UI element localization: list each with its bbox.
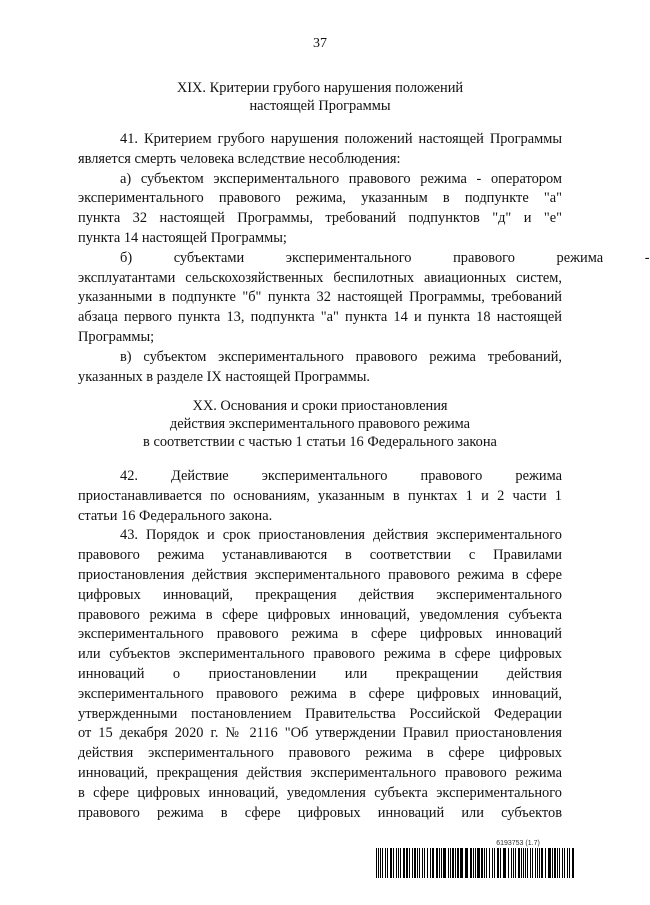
text-line: пункта 14 настоящей Программы;	[78, 229, 287, 246]
barcode-bar	[503, 848, 506, 878]
barcode-bar	[477, 848, 480, 878]
heading-line: XX. Основания и сроки приостановления	[192, 398, 448, 414]
barcode-bar	[494, 848, 495, 878]
heading-line: действия экспериментального правового режима	[169, 416, 471, 432]
barcode-bar	[567, 848, 568, 878]
text-line: инноваций о приостановлении или прекращении действия	[78, 665, 562, 682]
text-line: цифровых инноваций, прекращения действия экспериментального	[78, 586, 562, 603]
barcode-bar	[541, 848, 543, 878]
text-line: в) субъектом экспериментального правового режима требований,	[120, 348, 562, 365]
barcode-bar	[535, 848, 536, 878]
barcode-bar	[441, 848, 442, 878]
barcode-bar	[492, 848, 493, 878]
barcode-bar	[424, 848, 425, 878]
barcode-bar	[385, 848, 386, 878]
barcode-bar	[557, 848, 558, 878]
barcode-bar	[465, 848, 468, 878]
text-line: абзаца первого пункта 13, подпункта "а" пункта 14 и пункта 18 настоящей	[78, 309, 562, 326]
text-line: является смерть человека вследствие несоблюдения:	[78, 150, 401, 167]
barcode-bar	[548, 848, 551, 878]
text-line: а) субъектом экспериментального правового режима - оператором	[120, 170, 562, 187]
barcode-bar	[432, 848, 434, 878]
barcode-bar	[497, 848, 499, 878]
text-line: экспериментального правового режима в сфере цифровых инноваций	[78, 626, 562, 643]
text-line: 43. Порядок и срок приостановления действия экспериментального	[120, 527, 562, 544]
paragraph-block-41	[78, 130, 650, 387]
barcode-bar	[443, 848, 446, 878]
barcode-bar	[532, 848, 533, 878]
barcode-bar	[527, 848, 528, 878]
text-line: действия экспериментального правового режима в сфере цифровых	[78, 745, 562, 762]
barcode-bar	[481, 848, 483, 878]
barcode-bar	[412, 848, 413, 878]
section-heading-19	[0, 79, 640, 115]
barcode-bar	[380, 848, 381, 878]
barcode-bar	[427, 848, 428, 878]
text-line: 42. Действие экспериментального правового режима	[120, 468, 562, 484]
barcode-bar	[539, 848, 540, 878]
barcode-bar	[419, 848, 420, 878]
text-line: от 15 декабря 2020 г. № 2116 "Об утверждении Правил приостановления	[78, 725, 562, 742]
barcode-bar	[436, 848, 438, 878]
barcode-bar	[390, 848, 392, 878]
barcode-bar	[511, 848, 512, 878]
barcode-bar	[378, 848, 379, 878]
barcode-bar	[387, 848, 388, 878]
text-line: статьи 16 Федерального закона.	[78, 507, 273, 524]
barcode-bar	[409, 848, 410, 878]
barcode-bar	[398, 848, 399, 878]
barcode-bar	[500, 848, 501, 878]
barcode-bar	[525, 848, 526, 878]
barcode-bar	[530, 848, 531, 878]
barcode-bar	[452, 848, 454, 878]
text-line: правового режима в сфере цифровых инноваций или субъектов	[78, 804, 562, 821]
text-line: приостанавливается по основаниям, указанным в пунктах 1 и 2 части 1	[78, 487, 562, 504]
text-line: пункта 32 настоящей Программы, требований подпунктов "д" и "е"	[78, 210, 562, 227]
barcode-bar	[523, 848, 524, 878]
heading-line: в соответствии с частью 1 статьи 16 Федерального закона	[143, 434, 497, 450]
barcode-bar	[457, 848, 459, 878]
barcode-bar	[537, 848, 538, 878]
barcode-bar	[430, 848, 431, 878]
barcode-bar	[400, 848, 401, 878]
barcode-bar	[569, 848, 570, 878]
text-line: в сфере цифровых инноваций, уведомления субъекта экспериментального	[78, 784, 562, 801]
barcode-bar	[518, 848, 520, 878]
barcode-bar	[521, 848, 522, 878]
barcode-bar	[450, 848, 451, 878]
barcode-bar	[406, 848, 408, 878]
barcode-bar	[393, 848, 394, 878]
section-heading-20	[0, 397, 640, 451]
barcode-bar	[417, 848, 418, 878]
text-line: правового режима в сфере цифровых инноваций, уведомления субъекта	[78, 606, 562, 623]
barcode-bar	[403, 848, 405, 878]
barcode-bar	[439, 848, 440, 878]
text-line: или субъектов экспериментального правового режима в сфере цифровых	[78, 646, 562, 663]
barcode-bar	[414, 848, 416, 878]
barcode-bar	[422, 848, 423, 878]
barcode-bar	[559, 848, 560, 878]
barcode-bar	[484, 848, 485, 878]
text-line: указанных в разделе IX настоящей Программы.	[78, 368, 370, 385]
heading-line: настоящей Программы	[249, 98, 391, 114]
barcode-bar	[545, 848, 546, 878]
barcode-bar	[473, 848, 474, 878]
text-line: утвержденными постановлением Правительства Российской Федерации	[78, 705, 562, 722]
paragraph-block-42-43	[78, 467, 562, 823]
text-line: инноваций, прекращения действия экспериментального правового режима	[78, 764, 562, 781]
barcode-bar	[564, 848, 565, 878]
barcode-bar	[515, 848, 516, 878]
barcode-bar	[475, 848, 476, 878]
text-line: эксплуатантами сельскохозяйственных беспилотных авиационных систем,	[78, 269, 562, 286]
barcode-image	[376, 848, 574, 878]
barcode-bar	[455, 848, 456, 878]
barcode-bar	[513, 848, 514, 878]
barcode-bar	[460, 848, 463, 878]
barcode-bar	[562, 848, 563, 878]
barcode-bar	[554, 848, 556, 878]
text-line: приостановления действия экспериментального правового режима в сфере	[78, 566, 562, 583]
text-line: указанными в подпункте "б" пункта 32 настоящей Программы, требований	[78, 289, 562, 306]
barcode-bar	[448, 848, 449, 878]
barcode-bar	[376, 848, 377, 878]
barcode-bar	[552, 848, 553, 878]
heading-line: XIX. Критерии грубого нарушения положений	[176, 80, 464, 96]
barcode-bar	[486, 848, 487, 878]
barcode-bar	[572, 848, 574, 878]
text-line: 41. Критерием грубого нарушения положений настоящей Программы	[120, 131, 562, 147]
text-line: Программы;	[78, 328, 155, 345]
text-line: правового режима устанавливаются в соответствии с Правилами	[78, 547, 562, 564]
text-line: экспериментального правового режима в сфере цифровых инноваций,	[78, 685, 562, 702]
barcode-bar	[470, 848, 472, 878]
barcode-bar	[508, 848, 509, 878]
text-line: экспериментального правового режима, указанным в подпункте "а"	[78, 190, 562, 207]
barcode-number: 6193753 (1.7)	[496, 840, 540, 847]
barcode-bar	[396, 848, 397, 878]
page-number: 37	[313, 36, 327, 51]
text-line: б) субъектами экспериментального правового режима -	[120, 249, 650, 266]
barcode-bar	[489, 848, 490, 878]
barcode-bar	[382, 848, 383, 878]
